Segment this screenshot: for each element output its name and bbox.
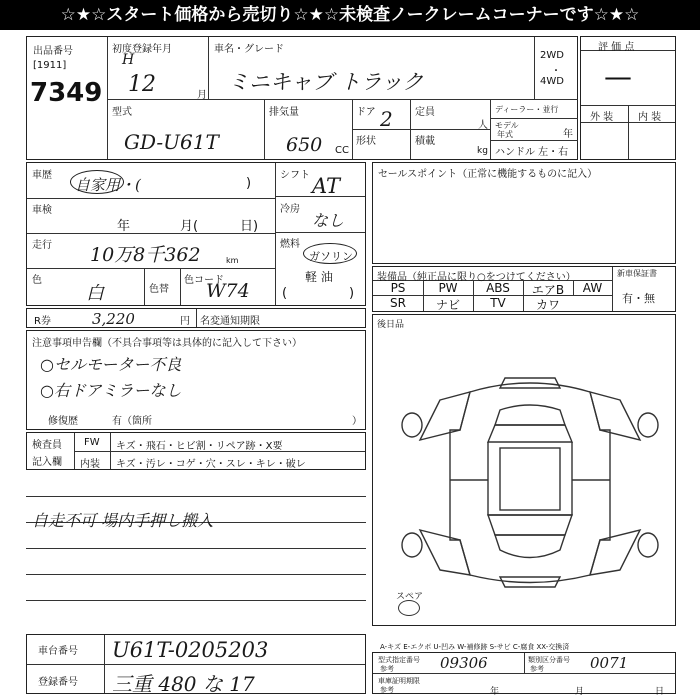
category-value: 0071 <box>590 654 629 672</box>
inspector-label2: 記入欄 <box>32 457 62 468</box>
doors-label: ドア <box>356 107 376 118</box>
equip-sr: SR <box>390 296 406 310</box>
equip-ps: PS <box>390 281 406 295</box>
exterior-label: 外 装 <box>590 112 614 123</box>
warranty-label: 新車保証書 <box>617 269 657 278</box>
drive-4wd: 4WD <box>540 76 564 87</box>
warranty-value: 有・無 <box>622 292 655 305</box>
equip-leather: カワ <box>535 298 560 312</box>
category-label: 類別区分番号 <box>528 656 570 664</box>
recycle-value: 3,220 <box>92 310 135 328</box>
color-change-label: 色替 <box>149 284 169 295</box>
car-damage-diagram <box>400 370 660 595</box>
drive-2wd: 2WD <box>540 50 564 61</box>
chassis-value: U61T-0205203 <box>112 638 269 662</box>
expiry-month: 月 <box>575 687 585 697</box>
lot-label: 出品番号 <box>33 46 73 57</box>
kg-unit: kg <box>477 146 488 156</box>
fuel-circle <box>303 243 357 264</box>
inspection-year: 年 <box>117 219 131 234</box>
equip-navi: ナビ <box>435 298 460 312</box>
shape-label: 形状 <box>356 136 376 147</box>
color-value: 白 <box>86 283 104 304</box>
year-unit: 年 <box>563 129 573 140</box>
equip-pw: PW <box>438 281 458 295</box>
rating-value: — <box>604 60 632 93</box>
fuel-diesel: 軽 油 <box>305 270 333 284</box>
expiry-label: 車庫証明期限 <box>378 677 420 685</box>
fuel-paren-open: ( <box>282 286 288 301</box>
spare-circle <box>398 600 420 616</box>
equip-airbag: エアB <box>531 283 565 297</box>
interior-insp-label: 内装 <box>80 459 100 470</box>
model-designation-value: 09306 <box>440 654 488 672</box>
ac-value: なし <box>312 211 345 230</box>
chassis-label: 車台番号 <box>38 646 78 657</box>
car-name: ミニキャブ トラック <box>228 70 424 94</box>
yen-unit: 円 <box>180 316 190 327</box>
car-name-label: 車名・グレード <box>214 44 284 55</box>
mileage-label: 走行 <box>32 240 52 251</box>
history-value: 自家用・( <box>75 176 141 194</box>
fuel-paren-close: ) <box>349 286 355 301</box>
repair-value: 有（箇所 <box>112 416 152 427</box>
interior-label: 内 装 <box>638 112 662 123</box>
recycle-label: R券 <box>34 316 51 327</box>
notes-line1: ○セルモーター不良 <box>40 355 182 374</box>
model-value: GD-U61T <box>124 130 219 154</box>
first-reg-label: 初度登録年月 <box>112 44 172 55</box>
interior-items: キズ・汚レ・コゲ・穴・スレ・キレ・破レ <box>116 459 306 470</box>
model-designation-label: 型式指定番号 <box>378 656 420 664</box>
mileage-value: 10万8千362 <box>90 244 201 266</box>
doors-value: 2 <box>380 107 393 131</box>
capacity-label: 定員 <box>415 107 435 118</box>
expiry-day: 日 <box>655 687 665 697</box>
lot-sub: [1911] <box>33 60 67 71</box>
sales-point-label: セールスポイント（正常に機能するものに記入） <box>378 169 598 180</box>
model-designation-ref: 参考 <box>380 665 394 673</box>
equip-tv: TV <box>490 296 506 310</box>
equip-aw: AW <box>582 281 603 295</box>
cc-unit: CC <box>335 145 349 156</box>
shift-label: シフト <box>280 170 310 181</box>
fw-items: キズ・飛石・ヒビ割・リペア跡・X要 <box>116 441 283 452</box>
expiry-ref: 参考 <box>380 686 394 694</box>
lot-number: 7349 <box>30 78 103 108</box>
remarks-comment: 自走不可 場内手押し搬入 <box>32 511 214 530</box>
first-reg-year: 12 <box>128 72 156 97</box>
history-label: 車歴 <box>32 170 52 181</box>
damage-legend: A-キズ E-エクボ U-凹み W-補修跡 S-サビ C-腐食 XX-交換済 <box>380 643 570 651</box>
notes-line2: ○右ドアミラーなし <box>40 381 182 400</box>
category-ref: 参考 <box>530 665 544 673</box>
inspection-day: 日) <box>240 219 259 234</box>
repair-label: 修復歴 <box>48 416 78 427</box>
reg-label: 登録番号 <box>38 677 78 688</box>
color-code-value: W74 <box>206 280 250 302</box>
notes-label: 注意事項申告欄（不具合事項等は具体的に記入して下さい） <box>32 338 302 349</box>
history-circle <box>70 170 124 194</box>
after-install-label: 後日品 <box>377 320 405 330</box>
model-label: 型式 <box>112 107 132 118</box>
history-close: ) <box>246 176 252 191</box>
person-unit: 人 <box>478 120 488 131</box>
equipment-title: 装備品（純正品に限り○をつけてください） <box>377 272 576 283</box>
displacement-value: 650 <box>286 134 323 156</box>
model-year-label: モデル <box>495 121 519 130</box>
fw-label: FW <box>84 437 100 448</box>
ac-label: 冷房 <box>280 204 300 215</box>
inspector-label1: 検査員 <box>32 440 62 451</box>
repair-close: ） <box>352 416 362 427</box>
expiry-year: 年 <box>490 687 500 697</box>
name-change-label: 名変通知期限 <box>200 316 260 327</box>
handle-label: ハンドル 左・右 <box>495 147 569 158</box>
month-unit: 月 <box>197 90 207 101</box>
inspection-label: 車検 <box>32 205 52 216</box>
km-unit: km <box>226 256 239 265</box>
load-label: 積載 <box>415 136 435 147</box>
color-code-label: 色コード <box>184 275 224 286</box>
era-value: H <box>122 52 135 68</box>
inspection-month: 月( <box>180 219 199 234</box>
dealer-label: ディーラー・並行 <box>495 105 559 114</box>
banner: ☆★☆スタート価格から売切り☆★☆未検査ノークレームコーナーです☆★☆ <box>0 0 700 30</box>
reg-value: 三重 480 な 17 <box>112 672 255 696</box>
drive-dot: ・ <box>551 66 561 77</box>
fuel-value: ガソリン <box>309 250 353 263</box>
rating-label: 評 価 点 <box>598 42 635 53</box>
shift-value: AT <box>312 174 341 198</box>
spare-label: スペア <box>396 592 424 602</box>
color-label: 色 <box>32 275 42 286</box>
fuel-label: 燃料 <box>280 239 300 250</box>
model-year-label2: 年式 <box>497 130 513 139</box>
displacement-label: 排気量 <box>269 107 299 118</box>
equip-abs: ABS <box>486 281 510 295</box>
